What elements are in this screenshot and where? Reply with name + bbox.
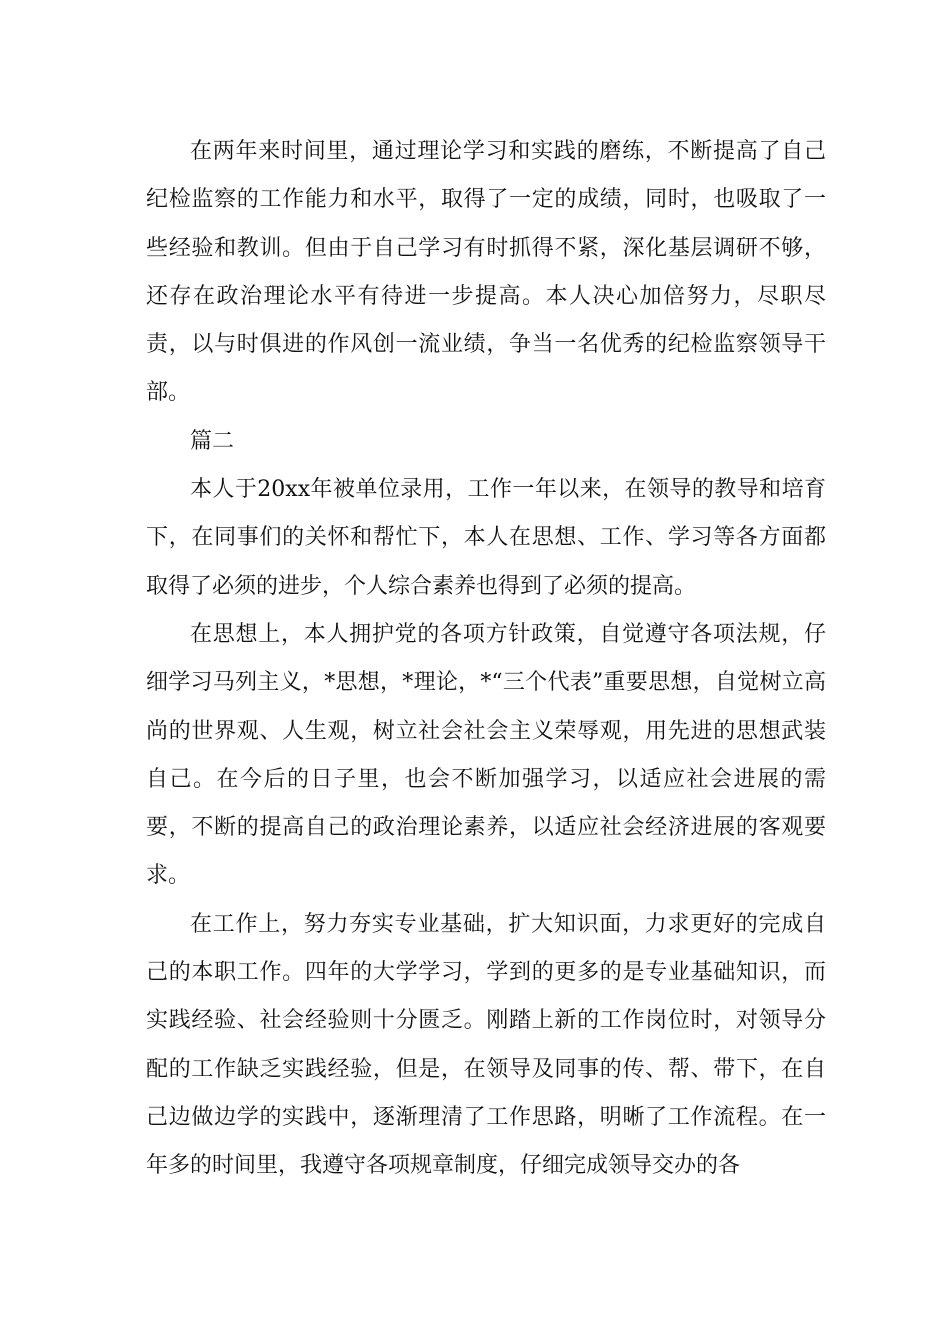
- section-heading-part-two: 篇二: [190, 428, 235, 454]
- paragraph-ideology: 在思想上，本人拥护党的各项方针政策，自觉遵守各项法规，仔细学习马列主义，*思想，*理论，*“三个代表”重要思想，自觉树立高尚的世界观、人生观，树立社会社会主义荣辱观，用先进的思想武装自己。在今后的日子里，也会不断加强学习，以适应社会进展的需要，不断的提高自己的政治理论素养，以适应社会经济进展的客观要求。: [146, 621, 826, 889]
- paragraph-intro: 本人于20xx年被单位录用，工作一年以来，在领导的教导和培育下，在同事们的关怀和帮忙下，本人在思想、工作、学习等各方面都取得了必须的进步，个人综合素养也得到了必须的提高。: [146, 477, 826, 599]
- paragraph-work: 在工作上，努力夯实专业基础，扩大知识面，力求更好的完成自己的本职工作。四年的大学学习，学到的更多的是专业基础知识，而实践经验、社会经验则十分匮乏。刚踏上新的工作岗位时，对领导分配的工作缺乏实践经验，但是，在领导及同事的传、帮、带下，在自己边做边学的实践中，逐渐理清了工作思路，明晰了工作流程。在一年多的时间里，我遵守各项规章制度，仔细完成领导交办的各: [146, 911, 826, 1179]
- document-body: [146, 128, 826, 1191]
- paragraph-work-summary: 在两年来时间里，通过理论学习和实践的磨练，不断提高了自己纪检监察的工作能力和水平，取得了一定的成绩，同时，也吸取了一些经验和教训。但由于自己学习有时抓得不紧，深化基层调研不够，还存在政治理论水平有待进一步提高。本人决心加倍努力，尽职尽责，以与时俱进的作风创一流业绩，争当一名优秀的纪检监察领导干部。: [146, 139, 826, 406]
